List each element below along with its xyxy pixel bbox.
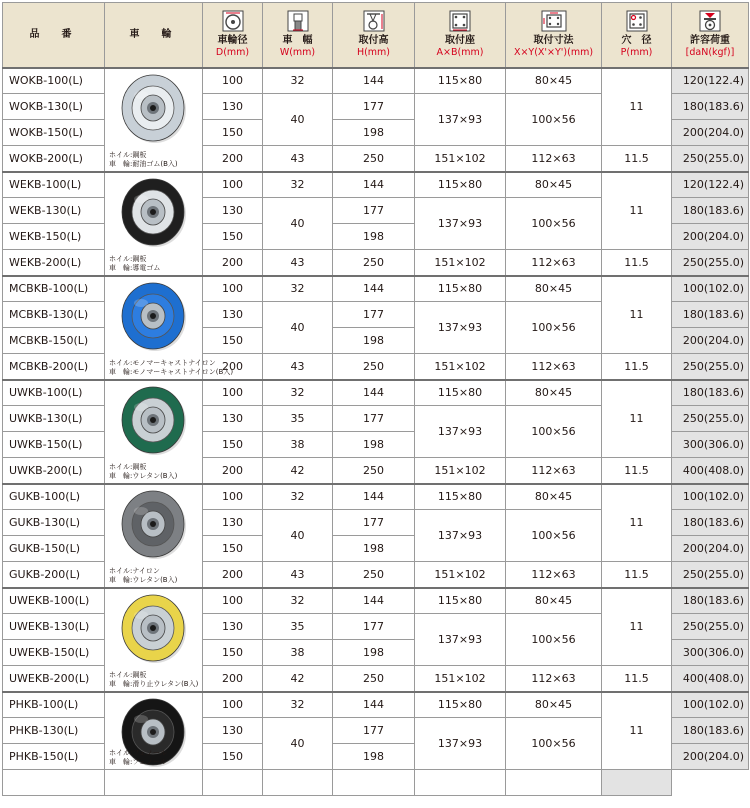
width-cell: 32 bbox=[263, 276, 333, 302]
plate-cell: 115×80 bbox=[415, 380, 506, 406]
wheel-material-caption bbox=[109, 359, 233, 377]
plate-cell: 115×80 bbox=[415, 588, 506, 614]
load-cell: 250(255.0) bbox=[672, 146, 749, 172]
table-row bbox=[3, 484, 749, 510]
hole-cell: 11.5 bbox=[602, 146, 672, 172]
height-cell: 144 bbox=[333, 588, 415, 614]
hole-cell: 11.5 bbox=[602, 562, 672, 588]
height-cell: 198 bbox=[333, 432, 415, 458]
model-cell: WOKB-100(L) bbox=[3, 68, 105, 94]
load-cell: 120(122.4) bbox=[672, 68, 749, 94]
plate-cell: 115×80 bbox=[415, 172, 506, 198]
mount-dimension-cell: 100×56 bbox=[506, 198, 602, 250]
width-cell: 32 bbox=[263, 380, 333, 406]
wheel-diameter-icon bbox=[222, 10, 244, 32]
table-row bbox=[3, 692, 749, 718]
wheel-image-cell bbox=[105, 380, 203, 484]
height-cell: 177 bbox=[333, 198, 415, 224]
wheel-image-cell bbox=[105, 68, 203, 172]
hub-material: ホイル:鋼板 bbox=[109, 670, 147, 679]
load-capacity-icon bbox=[699, 10, 721, 32]
hole-cell: 11 bbox=[602, 484, 672, 562]
height-cell: 144 bbox=[333, 276, 415, 302]
load-cell: 250(255.0) bbox=[672, 250, 749, 276]
width-cell: 40 bbox=[263, 94, 333, 146]
diameter-cell: 100 bbox=[203, 588, 263, 614]
load-cell: 100(102.0) bbox=[672, 692, 749, 718]
spec-table-body bbox=[3, 68, 749, 796]
hole-cell: 11 bbox=[602, 276, 672, 354]
model-cell: UWKB-150(L) bbox=[3, 432, 105, 458]
load-cell: 180(183.6) bbox=[672, 588, 749, 614]
height-cell: 198 bbox=[333, 120, 415, 146]
mount-dimension-cell: 112×63 bbox=[506, 562, 602, 588]
table-row bbox=[3, 588, 749, 614]
model-cell: UWEKB-200(L) bbox=[3, 666, 105, 692]
width-cell: 40 bbox=[263, 510, 333, 562]
mount-dimension-cell: 112×63 bbox=[506, 354, 602, 380]
width-cell: 32 bbox=[263, 692, 333, 718]
hole-cell: 11 bbox=[602, 380, 672, 458]
load-cell: 200(204.0) bbox=[672, 536, 749, 562]
table-row bbox=[3, 276, 749, 302]
model-cell: WOKB-150(L) bbox=[3, 120, 105, 146]
height-cell: 177 bbox=[333, 406, 415, 432]
plate-cell: 151×102 bbox=[415, 250, 506, 276]
model-cell: PHKB-150(L) bbox=[3, 744, 105, 770]
height-cell: 144 bbox=[333, 68, 415, 94]
diameter-cell: 200 bbox=[203, 562, 263, 588]
model-cell: WOKB-130(L) bbox=[3, 94, 105, 120]
wheel-material-caption bbox=[109, 255, 160, 273]
wheel-material-caption bbox=[109, 463, 177, 481]
diameter-cell: 130 bbox=[203, 94, 263, 120]
diameter-cell: 150 bbox=[203, 640, 263, 666]
caster-wheel-icon bbox=[117, 281, 189, 353]
diameter-cell: 100 bbox=[203, 484, 263, 510]
width-cell: 32 bbox=[263, 172, 333, 198]
plate-cell: 137×93 bbox=[415, 94, 506, 146]
load-cell: 250(255.0) bbox=[672, 406, 749, 432]
caster-wheel-icon bbox=[117, 177, 189, 249]
diameter-cell: 200 bbox=[203, 458, 263, 484]
plate-cell bbox=[333, 770, 415, 796]
wheel-material-caption bbox=[109, 671, 198, 689]
hole-cell: 11 bbox=[602, 68, 672, 146]
wheel-material-caption bbox=[109, 151, 178, 169]
width-cell: 40 bbox=[263, 302, 333, 354]
hole-cell bbox=[506, 770, 602, 796]
diameter-cell: 200 bbox=[203, 250, 263, 276]
caster-wheel-icon bbox=[117, 73, 189, 145]
height-cell: 144 bbox=[333, 692, 415, 718]
wheel-image-cell bbox=[105, 484, 203, 588]
diameter-cell: 130 bbox=[203, 718, 263, 744]
height-cell: 144 bbox=[333, 172, 415, 198]
load-cell: 400(408.0) bbox=[672, 666, 749, 692]
diameter-cell: 150 bbox=[203, 224, 263, 250]
plate-cell: 151×102 bbox=[415, 146, 506, 172]
load-cell: 100(102.0) bbox=[672, 276, 749, 302]
plate-cell: 137×93 bbox=[415, 198, 506, 250]
mount-dimension-cell: 80×45 bbox=[506, 588, 602, 614]
table-row bbox=[3, 68, 749, 94]
load-cell: 120(122.4) bbox=[672, 172, 749, 198]
wheel-material-caption bbox=[109, 749, 167, 767]
diameter-cell: 130 bbox=[203, 510, 263, 536]
model-cell: MCBKB-150(L) bbox=[3, 328, 105, 354]
mount-dimension-cell: 100×56 bbox=[506, 302, 602, 354]
diameter-cell bbox=[105, 770, 203, 796]
tire-material: 車 輪:耐油ゴム(B入) bbox=[109, 159, 178, 168]
plate-cell: 151×102 bbox=[415, 354, 506, 380]
hole-cell: 11.5 bbox=[602, 458, 672, 484]
plate-cell: 137×93 bbox=[415, 614, 506, 666]
hole-cell: 11.5 bbox=[602, 354, 672, 380]
mount-dimension-cell: 100×56 bbox=[506, 406, 602, 458]
height-cell bbox=[263, 770, 333, 796]
width-cell: 42 bbox=[263, 458, 333, 484]
model-cell: GUKB-200(L) bbox=[3, 562, 105, 588]
height-cell: 177 bbox=[333, 614, 415, 640]
mount-height-icon bbox=[363, 10, 385, 32]
width-cell: 32 bbox=[263, 484, 333, 510]
header-hole: 穴 径 P(mm) bbox=[602, 3, 672, 68]
mount-dimension-cell: 80×45 bbox=[506, 276, 602, 302]
height-cell: 198 bbox=[333, 640, 415, 666]
model-cell: UWKB-100(L) bbox=[3, 380, 105, 406]
mount-dimension-cell: 112×63 bbox=[506, 666, 602, 692]
width-cell: 38 bbox=[263, 640, 333, 666]
wheel-image-cell bbox=[105, 692, 203, 770]
load-cell: 250(255.0) bbox=[672, 562, 749, 588]
load-cell: 180(183.6) bbox=[672, 380, 749, 406]
height-cell: 250 bbox=[333, 250, 415, 276]
diameter-cell: 100 bbox=[203, 172, 263, 198]
table-row bbox=[3, 172, 749, 198]
mount-dimension-cell: 100×56 bbox=[506, 510, 602, 562]
hub-material: ホイル:フェノール bbox=[109, 749, 167, 757]
height-cell: 198 bbox=[333, 328, 415, 354]
width-cell: 35 bbox=[263, 614, 333, 640]
height-cell: 198 bbox=[333, 536, 415, 562]
plate-cell: 115×80 bbox=[415, 692, 506, 718]
model-cell: UWEKB-100(L) bbox=[3, 588, 105, 614]
diameter-cell: 100 bbox=[203, 692, 263, 718]
diameter-cell: 130 bbox=[203, 302, 263, 328]
load-cell: 200(204.0) bbox=[672, 328, 749, 354]
height-cell: 177 bbox=[333, 302, 415, 328]
height-cell: 177 bbox=[333, 94, 415, 120]
tire-material: 車 輪:フェノール bbox=[109, 758, 167, 766]
diameter-cell: 200 bbox=[203, 354, 263, 380]
load-cell: 180(183.6) bbox=[672, 718, 749, 744]
mount-dimension-cell: 80×45 bbox=[506, 380, 602, 406]
load-cell: 200(204.0) bbox=[672, 744, 749, 770]
height-cell: 144 bbox=[333, 380, 415, 406]
caster-wheel-icon bbox=[117, 385, 189, 457]
diameter-cell: 150 bbox=[203, 328, 263, 354]
mount-dimension-cell: 80×45 bbox=[506, 692, 602, 718]
mount-dimension-cell: 112×63 bbox=[506, 250, 602, 276]
plate-cell: 137×93 bbox=[415, 406, 506, 458]
diameter-cell: 150 bbox=[203, 744, 263, 770]
header-load: 許容荷重 [daN(kgf)] bbox=[672, 3, 749, 68]
header-mount-dimension: 取付寸法 X×Y(X'×Y')(mm) bbox=[506, 3, 602, 68]
load-cell: 180(183.6) bbox=[672, 302, 749, 328]
model-cell: GUKB-100(L) bbox=[3, 484, 105, 510]
tire-material: 車 輪:ウレタン(B入) bbox=[109, 575, 178, 584]
height-cell: 250 bbox=[333, 562, 415, 588]
height-cell: 177 bbox=[333, 718, 415, 744]
header-row bbox=[3, 3, 749, 68]
load-cell: 200(204.0) bbox=[672, 224, 749, 250]
load-cell: 400(408.0) bbox=[672, 458, 749, 484]
height-cell: 250 bbox=[333, 458, 415, 484]
model-cell: UWKB-200(L) bbox=[3, 458, 105, 484]
hole-cell: 11 bbox=[602, 172, 672, 250]
mount-dimension-cell: 80×45 bbox=[506, 172, 602, 198]
model-cell: GUKB-150(L) bbox=[3, 536, 105, 562]
load-cell: 300(306.0) bbox=[672, 432, 749, 458]
model-cell: UWEKB-150(L) bbox=[3, 640, 105, 666]
diameter-cell: 150 bbox=[203, 536, 263, 562]
height-cell: 250 bbox=[333, 146, 415, 172]
plate-cell: 115×80 bbox=[415, 276, 506, 302]
table-row-blank bbox=[3, 770, 749, 796]
header-plate: 取付座 A×B(mm) bbox=[415, 3, 506, 68]
wheel-width-icon bbox=[287, 10, 309, 32]
load-cell: 200(204.0) bbox=[672, 120, 749, 146]
width-cell: 42 bbox=[263, 666, 333, 692]
mount-dimension-cell: 80×45 bbox=[506, 484, 602, 510]
diameter-cell: 150 bbox=[203, 432, 263, 458]
plate-cell: 137×93 bbox=[415, 718, 506, 770]
diameter-cell: 100 bbox=[203, 380, 263, 406]
model-cell: MCBKB-100(L) bbox=[3, 276, 105, 302]
mount-dimension-icon bbox=[541, 10, 567, 32]
height-cell: 144 bbox=[333, 484, 415, 510]
table-row bbox=[3, 380, 749, 406]
width-cell: 43 bbox=[263, 354, 333, 380]
plate-cell: 151×102 bbox=[415, 666, 506, 692]
tire-material: 車 輪:ウレタン(B入) bbox=[109, 471, 178, 480]
width-cell: 43 bbox=[263, 250, 333, 276]
mount-plate-icon bbox=[449, 10, 471, 32]
plate-cell: 137×93 bbox=[415, 510, 506, 562]
load-cell: 180(183.6) bbox=[672, 94, 749, 120]
width-cell: 40 bbox=[263, 718, 333, 770]
model-cell: UWKB-130(L) bbox=[3, 406, 105, 432]
header-wheel: 車 輪 bbox=[105, 3, 203, 68]
plate-cell: 137×93 bbox=[415, 302, 506, 354]
model-cell: WOKB-200(L) bbox=[3, 146, 105, 172]
model-cell: PHKB-130(L) bbox=[3, 718, 105, 744]
width-cell: 38 bbox=[263, 432, 333, 458]
caster-spec-table bbox=[2, 2, 749, 796]
diameter-cell: 130 bbox=[203, 198, 263, 224]
load-cell: 250(255.0) bbox=[672, 354, 749, 380]
model-cell: UWEKB-130(L) bbox=[3, 614, 105, 640]
model-cell: MCBKB-130(L) bbox=[3, 302, 105, 328]
hole-cell: 11.5 bbox=[602, 666, 672, 692]
model-cell: WEKB-130(L) bbox=[3, 198, 105, 224]
width-cell: 40 bbox=[263, 198, 333, 250]
caster-wheel-icon bbox=[117, 489, 189, 561]
header-model: 品 番 bbox=[3, 3, 105, 68]
model-cell bbox=[3, 770, 105, 796]
height-cell: 198 bbox=[333, 744, 415, 770]
hole-cell: 11.5 bbox=[602, 250, 672, 276]
mount-dimension-cell: 100×56 bbox=[506, 718, 602, 770]
wheel-material-caption bbox=[109, 567, 177, 585]
hub-material: ホイル:モノマーキャストナイロン bbox=[109, 358, 216, 367]
diameter-cell: 200 bbox=[203, 146, 263, 172]
width-cell: 32 bbox=[263, 588, 333, 614]
caster-wheel-icon bbox=[117, 593, 189, 665]
tire-material: 車 輪:導電ゴム bbox=[109, 263, 161, 272]
mount-dimension-cell: 100×56 bbox=[506, 94, 602, 146]
hole-cell: 11 bbox=[602, 692, 672, 770]
height-cell: 177 bbox=[333, 510, 415, 536]
diameter-cell: 200 bbox=[203, 666, 263, 692]
load-cell bbox=[602, 770, 672, 796]
hole-diameter-icon bbox=[626, 10, 648, 32]
load-cell: 250(255.0) bbox=[672, 614, 749, 640]
width-cell bbox=[203, 770, 263, 796]
model-cell: PHKB-100(L) bbox=[3, 692, 105, 718]
diameter-cell: 130 bbox=[203, 614, 263, 640]
height-cell: 250 bbox=[333, 666, 415, 692]
mount-dimension-cell: 80×45 bbox=[506, 68, 602, 94]
model-cell: GUKB-130(L) bbox=[3, 510, 105, 536]
width-cell: 43 bbox=[263, 562, 333, 588]
model-cell: WEKB-150(L) bbox=[3, 224, 105, 250]
plate-cell: 151×102 bbox=[415, 562, 506, 588]
plate-cell: 151×102 bbox=[415, 458, 506, 484]
diameter-cell: 150 bbox=[203, 120, 263, 146]
mount-dimension-cell: 112×63 bbox=[506, 458, 602, 484]
height-cell: 198 bbox=[333, 224, 415, 250]
load-cell: 300(306.0) bbox=[672, 640, 749, 666]
mount-dimension-cell: 112×63 bbox=[506, 146, 602, 172]
diameter-cell: 100 bbox=[203, 68, 263, 94]
header-diameter: 車輪径 D(mm) bbox=[203, 3, 263, 68]
header-height: 取付高 H(mm) bbox=[333, 3, 415, 68]
header-width: 車 幅 W(mm) bbox=[263, 3, 333, 68]
model-cell: WEKB-200(L) bbox=[3, 250, 105, 276]
load-cell: 100(102.0) bbox=[672, 484, 749, 510]
hub-material: ホイル:鋼板 bbox=[109, 150, 147, 159]
tire-material: 車 輪:モノマーキャストナイロン(B入) bbox=[109, 367, 234, 376]
tire-material: 車 輪:滑り止ウレタン(B入) bbox=[109, 679, 199, 688]
mount-dimension-cell bbox=[415, 770, 506, 796]
diameter-cell: 130 bbox=[203, 406, 263, 432]
model-cell: WEKB-100(L) bbox=[3, 172, 105, 198]
diameter-cell: 100 bbox=[203, 276, 263, 302]
mount-dimension-cell: 100×56 bbox=[506, 614, 602, 666]
hub-material: ホイル:ナイロン bbox=[109, 566, 160, 575]
hub-material: ホイル:鋼板 bbox=[109, 462, 147, 471]
width-cell: 43 bbox=[263, 146, 333, 172]
width-cell: 32 bbox=[263, 68, 333, 94]
model-cell: MCBKB-200(L) bbox=[3, 354, 105, 380]
wheel-image-cell bbox=[105, 172, 203, 276]
hole-cell: 11 bbox=[602, 588, 672, 666]
height-cell: 250 bbox=[333, 354, 415, 380]
plate-cell: 115×80 bbox=[415, 484, 506, 510]
hub-material: ホイル:鋼板 bbox=[109, 254, 147, 263]
plate-cell: 115×80 bbox=[415, 68, 506, 94]
load-cell: 180(183.6) bbox=[672, 510, 749, 536]
width-cell: 35 bbox=[263, 406, 333, 432]
load-cell: 180(183.6) bbox=[672, 198, 749, 224]
wheel-image-cell bbox=[105, 588, 203, 692]
